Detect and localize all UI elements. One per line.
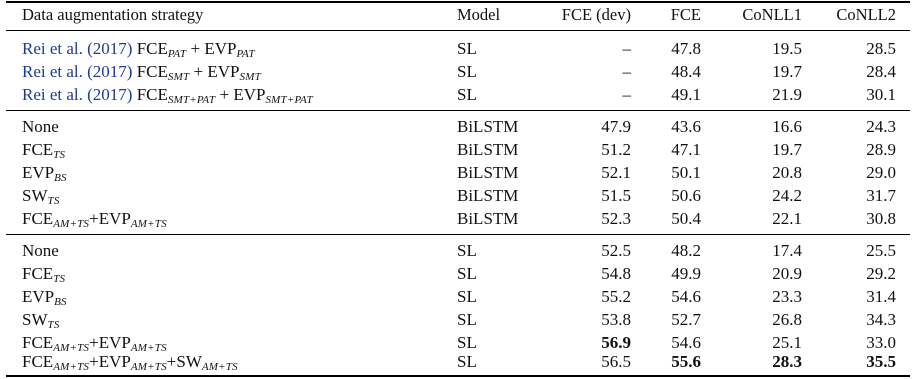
strategy-cell: Rei et al. (2017) $FCE_{SMT} + EVP_{SMT}$	[22, 62, 261, 83]
conll1-cell: 20.8	[772, 163, 802, 182]
strategy-cell: $SW_{TS}$	[22, 186, 60, 207]
fce-dev-cell: 52.3	[601, 209, 631, 228]
model-cell: SL	[457, 333, 477, 352]
fce-cell: 48.2	[671, 241, 701, 260]
section-rule	[6, 110, 910, 111]
model-cell: BiLSTM	[457, 209, 519, 228]
table-row	[0, 115, 916, 139]
conll1-cell: 21.9	[772, 85, 802, 104]
conll1-cell: 19.5	[772, 39, 802, 58]
table-row	[0, 37, 916, 61]
conll2-cell: 28.5	[866, 39, 896, 58]
header-fce: FCE	[670, 5, 701, 24]
conll2-cell: 31.7	[866, 186, 896, 205]
citation-link[interactable]: Rei et al. (2017)	[22, 62, 133, 81]
strategy-cell: $SW_{TS}$	[22, 310, 60, 331]
fce-dev-cell: –	[622, 85, 631, 104]
table-row	[0, 60, 916, 84]
header-conll2: CoNLL2	[836, 5, 896, 24]
fce-cell: 52.7	[671, 310, 701, 329]
conll1-cell: 19.7	[772, 62, 802, 81]
table-row	[0, 350, 916, 374]
conll2-cell: 31.4	[866, 287, 896, 306]
strategy-cell: $FCE_{AM+TS}+EVP_{AM+TS}+SW_{AM+TS}$	[22, 352, 238, 373]
model-cell: SL	[457, 352, 477, 371]
conll2-cell: 25.5	[866, 241, 896, 260]
model-cell: BiLSTM	[457, 117, 519, 136]
table-row	[0, 83, 916, 107]
table-row	[0, 308, 916, 332]
model-cell: SL	[457, 85, 477, 104]
fce-dev-cell: 47.9	[601, 117, 631, 136]
model-cell: SL	[457, 62, 477, 81]
fce-dev-cell: 51.2	[601, 140, 631, 159]
strategy-cell: Rei et al. (2017) $FCE_{PAT} + EVP_{PAT}$	[22, 39, 255, 60]
conll2-cell: 33.0	[866, 333, 896, 352]
model-cell: SL	[457, 241, 477, 260]
citation-link[interactable]: Rei et al. (2017)	[22, 39, 133, 58]
fce-cell: 47.1	[671, 140, 701, 159]
conll2-cell: 30.1	[866, 85, 896, 104]
conll2-cell: 29.2	[866, 264, 896, 283]
fce-dev-cell: –	[622, 62, 631, 81]
model-cell: SL	[457, 310, 477, 329]
fce-cell: 49.9	[671, 264, 701, 283]
strategy-cell: $EVP_{BS}$	[22, 163, 67, 184]
fce-cell-best: 55.6	[671, 352, 701, 371]
fce-dev-cell: 52.1	[601, 163, 631, 182]
fce-dev-cell: 55.2	[601, 287, 631, 306]
fce-cell: 49.1	[671, 85, 701, 104]
model-cell: SL	[457, 264, 477, 283]
strategy-cell: $FCE_{AM+TS}+EVP_{AM+TS}$	[22, 209, 167, 230]
conll1-cell: 19.7	[772, 140, 802, 159]
conll1-cell: 20.9	[772, 264, 802, 283]
header-strategy: Data augmentation strategy	[22, 5, 204, 24]
fce-cell: 48.4	[671, 62, 701, 81]
header-conll1: CoNLL1	[742, 5, 802, 24]
strategy-cell: $FCE_{AM+TS}+EVP_{AM+TS}$	[22, 333, 167, 354]
table-row	[0, 138, 916, 162]
fce-cell: 47.8	[671, 39, 701, 58]
strategy-cell: Rei et al. (2017) $FCE_{SMT+PAT} + EVP_{SMT+PAT}$	[22, 85, 313, 106]
fce-dev-cell: 52.5	[601, 241, 631, 260]
table-row	[0, 207, 916, 231]
citation-link[interactable]: Rei et al. (2017)	[22, 85, 133, 104]
conll1-cell: 23.3	[772, 287, 802, 306]
conll1-cell-best: 28.3	[772, 352, 802, 371]
header-fce-dev: FCE (dev)	[561, 5, 631, 24]
fce-dev-cell: 54.8	[601, 264, 631, 283]
header-model: Model	[457, 5, 501, 24]
conll1-cell: 22.1	[772, 209, 802, 228]
conll2-cell: 28.9	[866, 140, 896, 159]
conll2-cell-best: 35.5	[866, 352, 896, 371]
fce-cell: 54.6	[671, 287, 701, 306]
model-cell: BiLSTM	[457, 140, 519, 159]
fce-dev-cell: 56.5	[601, 352, 631, 371]
table-row	[0, 161, 916, 185]
fce-dev-cell: 51.5	[601, 186, 631, 205]
strategy-cell: $EVP_{BS}$	[22, 287, 67, 308]
strategy-cell: None	[22, 241, 59, 260]
fce-cell: 50.1	[671, 163, 701, 182]
conll1-cell: 16.6	[772, 117, 802, 136]
section-rule	[6, 234, 910, 235]
table-row	[0, 239, 916, 263]
bottom-rule	[6, 375, 910, 377]
fce-dev-cell: –	[622, 39, 631, 58]
model-cell: SL	[457, 39, 477, 58]
conll1-cell: 24.2	[772, 186, 802, 205]
model-cell: BiLSTM	[457, 163, 519, 182]
conll2-cell: 24.3	[866, 117, 896, 136]
conll2-cell: 30.8	[866, 209, 896, 228]
table-row	[0, 262, 916, 286]
conll1-cell: 26.8	[772, 310, 802, 329]
table-row	[0, 285, 916, 309]
model-cell: BiLSTM	[457, 186, 519, 205]
strategy-cell: None	[22, 117, 59, 136]
fce-cell: 54.6	[671, 333, 701, 352]
header-row	[0, 3, 916, 27]
conll1-cell: 17.4	[772, 241, 802, 260]
fce-cell: 43.6	[671, 117, 701, 136]
strategy-cell: $FCE_{TS}$	[22, 264, 66, 285]
conll2-cell: 29.0	[866, 163, 896, 182]
header-rule	[6, 30, 910, 31]
strategy-cell: $FCE_{TS}$	[22, 140, 66, 161]
model-cell: SL	[457, 287, 477, 306]
table-row	[0, 184, 916, 208]
fce-cell: 50.6	[671, 186, 701, 205]
conll2-cell: 28.4	[866, 62, 896, 81]
fce-dev-cell: 53.8	[601, 310, 631, 329]
conll2-cell: 34.3	[866, 310, 896, 329]
conll1-cell: 25.1	[772, 333, 802, 352]
fce-cell: 50.4	[671, 209, 701, 228]
fce-dev-cell-best: 56.9	[601, 333, 631, 352]
